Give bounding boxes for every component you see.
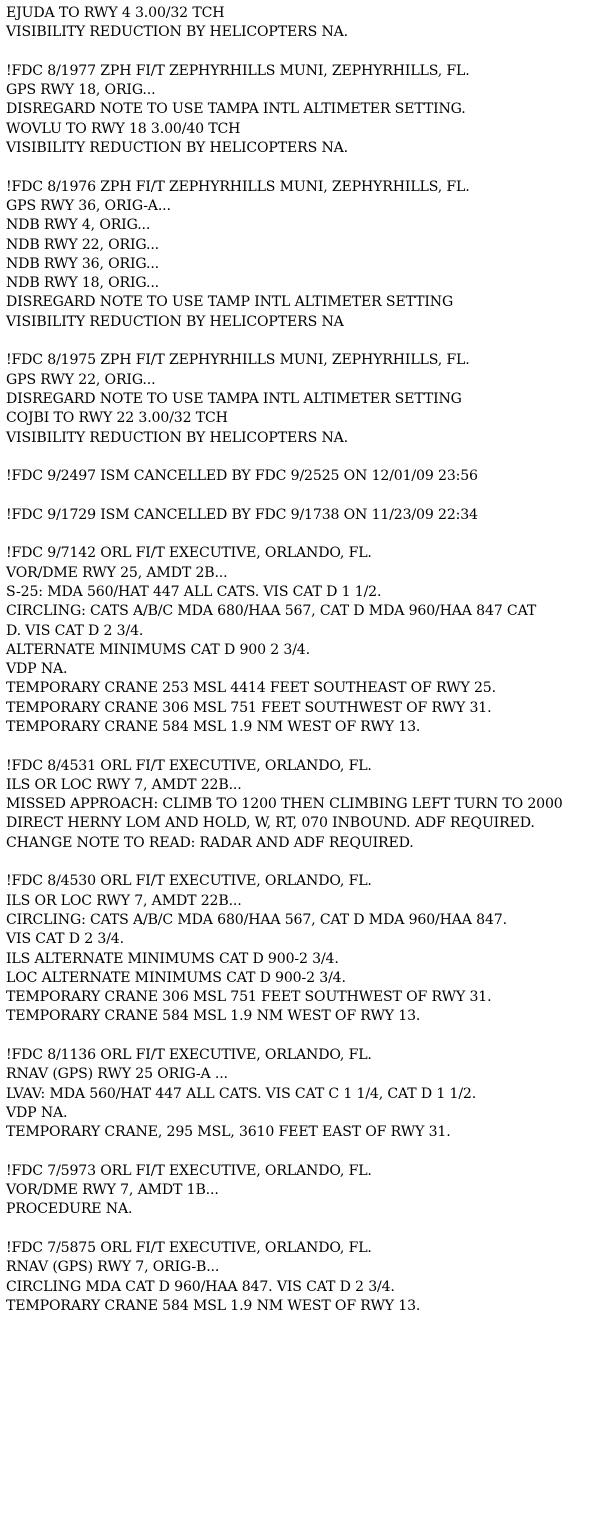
notam-header-line: !FDC 8/1977 ZPH FI/T ZEPHYRHILLS MUNI, ZEPHYRHILLS, FL.	[6, 62, 470, 79]
notam-text-line: VIS CAT D 2 3/4.	[6, 931, 124, 948]
notam-entry	[6, 178, 596, 332]
notam-text-line: NDB RWY 4, ORIG...	[6, 217, 151, 234]
notam-text-line: COJBI TO RWY 22 3.00/32 TCH	[6, 410, 228, 427]
notam-entry	[6, 4, 596, 43]
notam-text-line: S-25: MDA 560/HAT 447 ALL CATS. VIS CAT D 1 1/2.	[6, 583, 382, 600]
notam-text-line: DIRECT HERNY LOM AND HOLD, W, RT, 070 INBOUND. ADF REQUIRED.	[6, 815, 535, 832]
notam-text-line: GPS RWY 36, ORIG-A...	[6, 197, 171, 214]
notam-text-line: CIRCLING: CATS A/B/C MDA 680/HAA 567, CAT D MDA 960/HAA 847.	[6, 911, 507, 928]
notam-header-line: !FDC 9/7142 ORL FI/T EXECUTIVE, ORLANDO, FL.	[6, 545, 372, 562]
notam-text-line: GPS RWY 18, ORIG...	[6, 82, 156, 99]
notam-entry	[6, 1046, 596, 1142]
notam-entry	[6, 544, 596, 737]
notam-text-line: TEMPORARY CRANE 584 MSL 1.9 NM WEST OF RWY 13.	[6, 1008, 421, 1025]
notam-entry	[6, 62, 596, 158]
notam-text-line: ILS OR LOC RWY 7, AMDT 22B...	[6, 892, 242, 909]
notam-text-line: ILS ALTERNATE MINIMUMS CAT D 900-2 3/4.	[6, 950, 339, 967]
notam-text-line: TEMPORARY CRANE 584 MSL 1.9 NM WEST OF RWY 13.	[6, 718, 421, 735]
notam-text-line: MISSED APPROACH: CLIMB TO 1200 THEN CLIMBING LEFT TURN TO 2000	[6, 796, 563, 813]
notam-text-line: DISREGARD NOTE TO USE TAMP INTL ALTIMETER SETTING	[6, 294, 454, 311]
notam-text-line: LVAV: MDA 560/HAT 447 ALL CATS. VIS CAT C 1 1/4, CAT D 1 1/2.	[6, 1085, 477, 1102]
notam-text-line: NDB RWY 22, ORIG...	[6, 236, 160, 253]
notam-text-line: PROCEDURE NA.	[6, 1201, 133, 1218]
notam-text-line: VISIBILITY REDUCTION BY HELICOPTERS NA	[6, 313, 344, 330]
notam-text-line: NDB RWY 36, ORIG...	[6, 255, 160, 272]
notam-text-line: D. VIS CAT D 2 3/4.	[6, 622, 144, 639]
notam-header-line: !FDC 8/4530 ORL FI/T EXECUTIVE, ORLANDO, FL.	[6, 873, 372, 890]
notam-text-line: DISREGARD NOTE TO USE TAMPA INTL ALTIMETER SETTING.	[6, 101, 466, 118]
notam-text-line: RNAV (GPS) RWY 25 ORIG-A ...	[6, 1066, 228, 1083]
notam-header-line: !FDC 9/1729 ISM CANCELLED BY FDC 9/1738 ON 11/23/09 22:34	[6, 506, 478, 523]
notam-entry	[6, 757, 596, 853]
notam-text-line: TEMPORARY CRANE 253 MSL 4414 FEET SOUTHEAST OF RWY 25.	[6, 680, 496, 697]
notam-text-line: DISREGARD NOTE TO USE TAMPA INTL ALTIMETER SETTING	[6, 390, 462, 407]
notam-text-line: VISIBILITY REDUCTION BY HELICOPTERS NA.	[6, 24, 348, 41]
notam-entry	[6, 351, 596, 447]
notam-header-line: !FDC 8/1136 ORL FI/T EXECUTIVE, ORLANDO, FL.	[6, 1047, 372, 1064]
notam-header-line: !FDC 7/5875 ORL FI/T EXECUTIVE, ORLANDO, FL.	[6, 1240, 372, 1256]
notam-text-line: VOR/DME RWY 25, AMDT 2B...	[6, 564, 228, 581]
notam-header-line: !FDC 9/2497 ISM CANCELLED BY FDC 9/2525 ON 12/01/09 23:56	[6, 468, 478, 485]
notam-header-line: !FDC 8/4531 ORL FI/T EXECUTIVE, ORLANDO, FL.	[6, 757, 372, 774]
notam-header-line: !FDC 7/5973 ORL FI/T EXECUTIVE, ORLANDO, FL.	[6, 1162, 372, 1179]
notam-text-line: CIRCLING MDA CAT D 960/HAA 847. VIS CAT D 2 3/4.	[6, 1278, 395, 1295]
notam-text-line: GPS RWY 22, ORIG...	[6, 371, 156, 388]
notam-text-line: TEMPORARY CRANE, 295 MSL, 3610 FEET EAST OF RWY 31.	[6, 1124, 451, 1141]
notam-text-line: WOVLU TO RWY 18 3.00/40 TCH	[6, 120, 241, 137]
notam-text-line: VISIBILITY REDUCTION BY HELICOPTERS NA.	[6, 140, 348, 157]
notam-entry	[6, 1162, 596, 1220]
notam-text-line: LOC ALTERNATE MINIMUMS CAT D 900-2 3/4.	[6, 969, 346, 986]
notam-text-line: TEMPORARY CRANE 306 MSL 751 FEET SOUTHWEST OF RWY 31.	[6, 989, 492, 1006]
notam-header-line: !FDC 8/1975 ZPH FI/T ZEPHYRHILLS MUNI, ZEPHYRHILLS, FL.	[6, 352, 470, 369]
notam-entry	[6, 1239, 596, 1316]
notam-header-line: !FDC 8/1976 ZPH FI/T ZEPHYRHILLS MUNI, ZEPHYRHILLS, FL.	[6, 178, 470, 195]
notam-text-line: VDP NA.	[6, 1104, 68, 1121]
notam-entry	[6, 506, 596, 525]
notam-text-line: CIRCLING: CATS A/B/C MDA 680/HAA 567, CAT D MDA 960/HAA 847 CAT	[6, 603, 537, 620]
notam-text-line: ALTERNATE MINIMUMS CAT D 900 2 3/4.	[6, 641, 310, 658]
notam-text-line: VOR/DME RWY 7, AMDT 1B...	[6, 1182, 219, 1199]
notam-text-line: CHANGE NOTE TO READ: RADAR AND ADF REQUIRED.	[6, 834, 414, 851]
notam-text-line: VISIBILITY REDUCTION BY HELICOPTERS NA.	[6, 429, 348, 446]
notam-text-line: TEMPORARY CRANE 584 MSL 1.9 NM WEST OF RWY 13.	[6, 1297, 421, 1314]
notam-text-line: TEMPORARY CRANE 306 MSL 751 FEET SOUTHWEST OF RWY 31.	[6, 699, 492, 716]
notam-text-line: RNAV (GPS) RWY 7, ORIG-B...	[6, 1259, 220, 1276]
notam-document	[6, 4, 596, 1335]
notam-text-line: ILS OR LOC RWY 7, AMDT 22B...	[6, 776, 242, 793]
notam-text-line: VDP NA.	[6, 661, 68, 678]
notam-entry	[6, 872, 596, 1026]
notam-text-line: NDB RWY 18, ORIG...	[6, 275, 160, 292]
notam-entry	[6, 467, 596, 486]
notam-header-line: EJUDA TO RWY 4 3.00/32 TCH	[6, 5, 225, 21]
